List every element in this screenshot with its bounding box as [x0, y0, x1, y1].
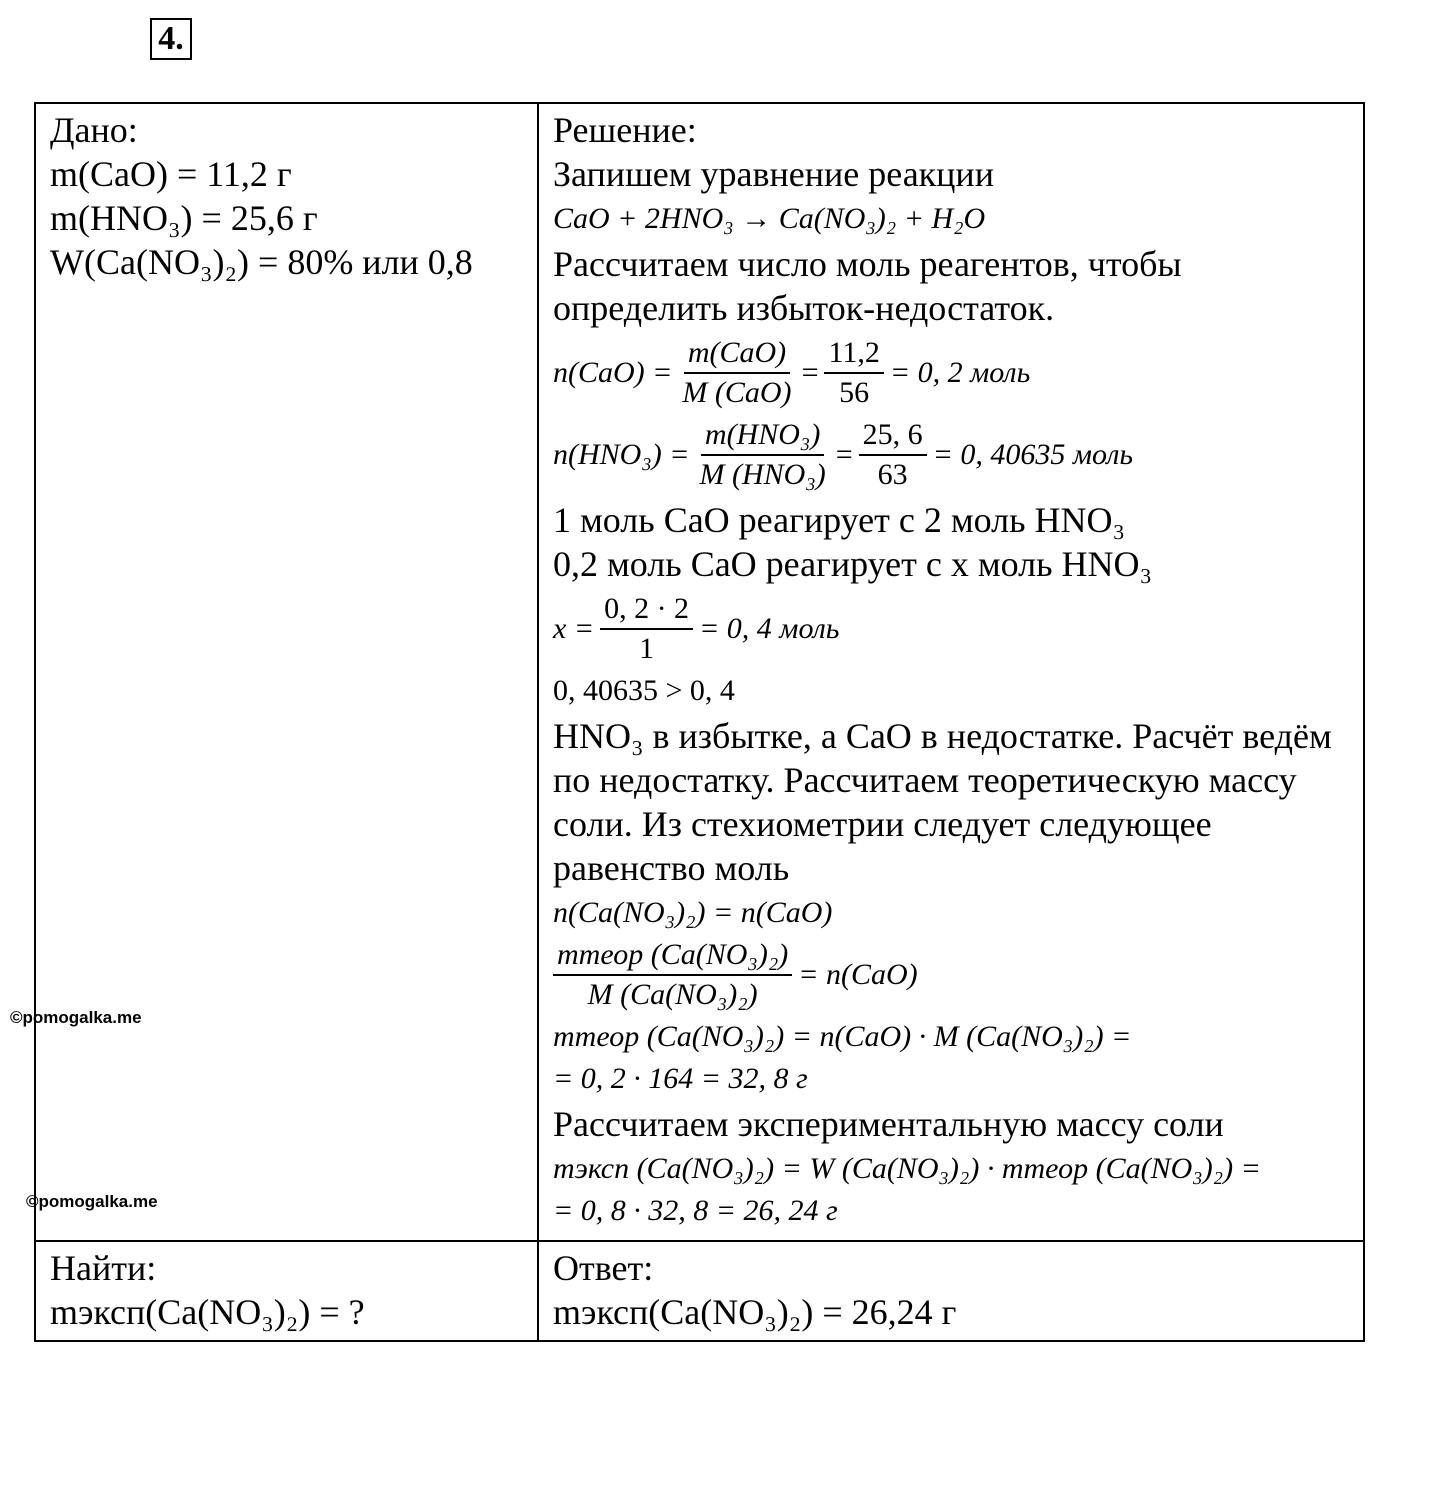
problem-number: 4. [150, 18, 192, 60]
eq-lhs: n(HNO₃) = [553, 438, 690, 471]
mexp-equation-2: = 0, 8 · 32, 8 = 26, 24 г [553, 1194, 838, 1227]
fraction [824, 334, 883, 412]
excess-text: HNO₃ в избытке, а CaO в недостатке. Расчёт ведём по недостатку. Рассчитаем теоретическую массу соли. Из стехиометрии следует следующее равенство моль [553, 716, 1332, 888]
fraction-denominator: 56 [839, 376, 870, 409]
answer-title: Ответ: [553, 1248, 654, 1288]
fraction [859, 416, 927, 494]
fraction-denominator: M (HNO₃) [699, 458, 826, 491]
fraction [600, 590, 693, 668]
eq-lhs: n(CaO) = [553, 356, 673, 389]
fraction [553, 936, 792, 1014]
mexp-equation-1: mэксп (Ca(NO₃)₂) = W (Ca(NO₃)₂) · mтеор (Ca(NO₃)₂) = [553, 1152, 1261, 1185]
given-cell [35, 103, 538, 1241]
ratio-line: 1 моль CaO реагирует с 2 моль HNO₃ [553, 500, 1126, 540]
ratio-line: 0,2 моль CaO реагирует с x моль HNO₃ [553, 544, 1153, 584]
mass-fraction-equation [553, 936, 1351, 1014]
solution-cell [538, 103, 1364, 1241]
eq-lhs: x = [553, 612, 595, 645]
moles-text: Рассчитаем число моль реагентов, чтобы определить избыток-недостаток. [553, 244, 1182, 328]
fraction-denominator: M (Ca(NO₃)₂) [587, 978, 758, 1011]
find-title: Найти: [50, 1248, 157, 1288]
eq-rhs: = 0, 2 моль [889, 356, 1031, 389]
n-cao-equation [553, 334, 1351, 412]
given-line: m(CaO) = 11,2 г [50, 154, 292, 194]
fraction-denominator: 63 [877, 458, 908, 491]
n-hno3-equation [553, 416, 1351, 494]
fraction-denominator: M (CaO) [682, 376, 792, 409]
watermark: ©pomogalka.me [26, 1192, 158, 1211]
find-line: mэксп(Ca(NO₃)₂) = ? [50, 1292, 365, 1332]
fraction-denominator: 1 [639, 632, 655, 665]
fraction-numerator: 11,2 [824, 334, 883, 374]
solution-title: Решение: [553, 110, 697, 150]
fraction-numerator: m(CaO) [684, 334, 790, 374]
compare-equation: 0, 40635 > 0, 4 [553, 674, 735, 707]
given-line: m(HNO₃) = 25,6 г [50, 198, 318, 238]
watermark: ©pomogalka.me [10, 1008, 142, 1027]
x-equation [553, 590, 1351, 668]
eq-rhs: = 0, 40635 моль [932, 438, 1134, 471]
find-cell [35, 1241, 538, 1341]
solution-intro: Запишем уравнение реакции [553, 154, 994, 194]
reaction-equation: CaO + 2HNO₃ → Ca(NO₃)₂ + H₂O [553, 202, 986, 235]
fraction [678, 334, 795, 412]
fraction-numerator: 0, 2 · 2 [600, 590, 693, 630]
fraction-numerator: 25, 6 [859, 416, 927, 456]
fraction-numerator: m(HNO₃) [701, 416, 824, 456]
eq-rhs: = 0, 4 моль [699, 612, 840, 645]
answer-line: mэксп(Ca(NO₃)₂) = 26,24 г [553, 1292, 957, 1332]
eq-rhs: = n(CaO) [798, 958, 918, 991]
given-title: Дано: [50, 110, 138, 150]
fraction-numerator: mтеор (Ca(NO₃)₂) [553, 936, 792, 976]
mteor-equation-2: = 0, 2 · 164 = 32, 8 г [553, 1062, 808, 1095]
solution-table [34, 102, 1365, 1342]
fraction [696, 416, 830, 494]
exp-text: Рассчитаем экспериментальную массу соли [553, 1104, 1224, 1144]
eq-sign: = [835, 438, 853, 471]
given-line: W(Ca(NO₃)₂) = 80% или 0,8 [50, 242, 473, 282]
equality-equation: n(Ca(NO₃)₂) = n(CaO) [553, 896, 833, 929]
eq-sign: = [801, 356, 819, 389]
mteor-equation-1: mтеор (Ca(NO₃)₂) = n(CaO) · M (Ca(NO₃)₂) = [553, 1020, 1132, 1053]
answer-cell [538, 1241, 1364, 1341]
